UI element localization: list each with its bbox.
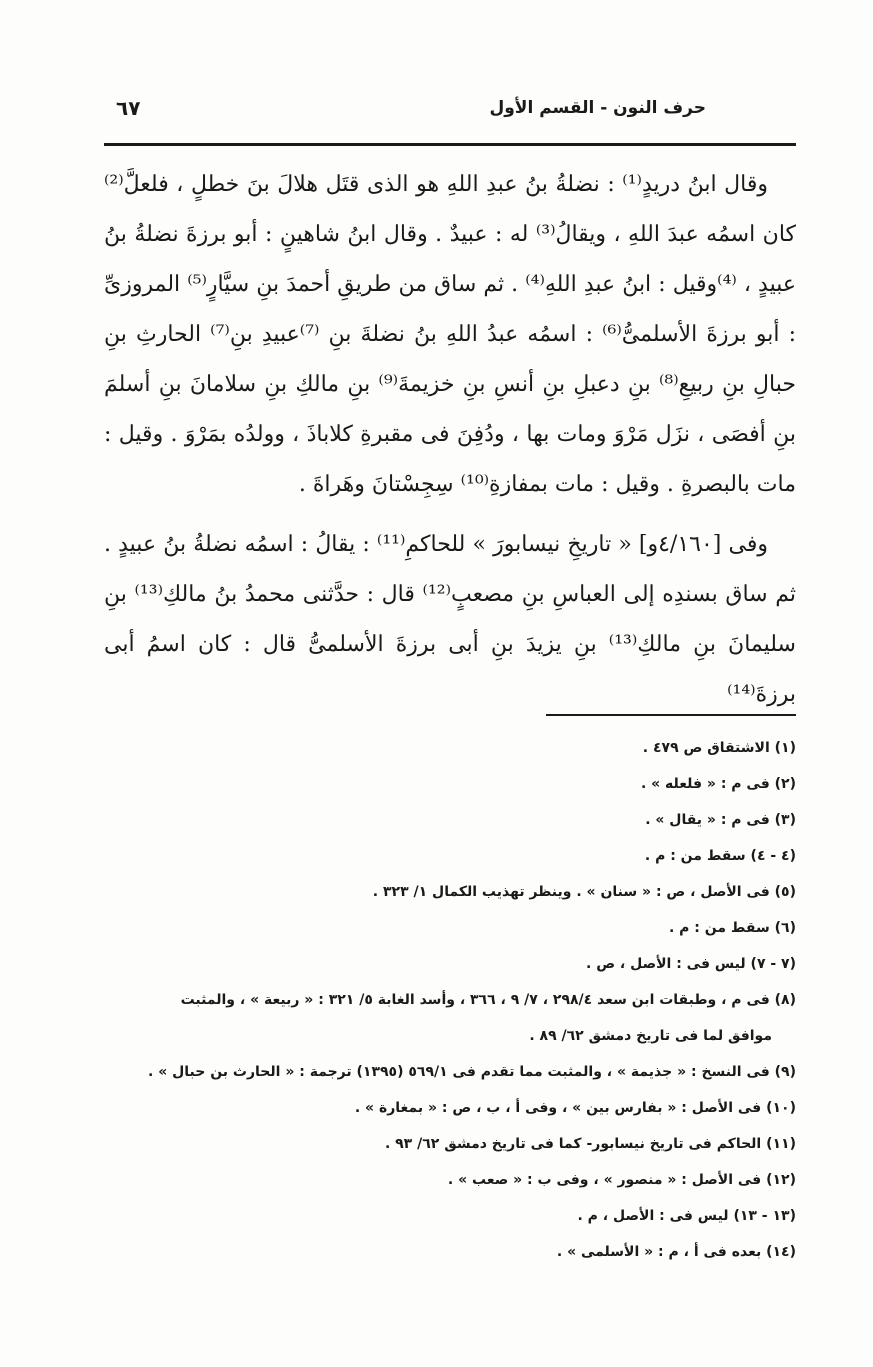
- header-rule: [104, 143, 796, 146]
- footnote: (٥) فى الأصل ، ص : « سنان » . وينظر تهذيب الكمال ١/ ٣٢٣ .: [372, 884, 796, 900]
- running-title: حرف النون - القسم الأول: [489, 98, 706, 118]
- footnote: (١٤) بعده فى أ ، م : « الأسلمى » .: [556, 1244, 796, 1260]
- footnote: (٣) فى م : « يقال » .: [645, 812, 796, 828]
- footnote: (٤ - ٤) سقط من : م .: [644, 848, 796, 864]
- footnote: (١٣ - ١٣) ليس فى : الأصل ، م .: [577, 1208, 796, 1224]
- main-text: [104, 160, 796, 720]
- footnote: (٩) فى النسخ : « جذيمة » ، والمثبت مما تقدم فى ٥٦٩/١ (١٣٩٥) ترجمة : « الحارث بن حبال » .: [148, 1064, 796, 1080]
- page-number: ٦٧: [116, 96, 141, 120]
- footnote-continuation: موافق لما فى تاريخ دمشق ٦٢/ ٨٩ .: [529, 1028, 772, 1044]
- paragraph: وقال ابنُ دريدٍ⁽¹⁾ : نضلةُ بنُ عبدِ اللهِ هو الذى قتَل هلالَ بنَ خطلٍ ، فلعلَّ⁽²⁾ كان اسمُه عبدَ اللهِ ، ويقالُ⁽³⁾ له : عبيدٌ . وقال ابنُ شاهينٍ : أبو برزةَ نضلةُ بنُ عبيدٍ ، ⁽⁴⁾وقيل : ابنُ عبدِ اللهِ⁽⁴⁾ . ثم ساق من طريقِ أحمدَ بنِ سيَّارٍ⁽⁵⁾ المروزىِّ : أبو برزةَ الأسلمىُّ⁽⁶⁾ : اسمُه عبدُ اللهِ بنُ نضلةَ بنِ ⁽⁷⁾عبيدِ بنِ⁽⁷⁾ الحارثِ بنِ حبالِ بنِ ربيعِ⁽⁸⁾ بنِ دعبلِ بنِ أنسِ بنِ خزيمةَ⁽⁹⁾ بنِ مالكِ بنِ سلامانَ بنِ أسلمَ بنِ أفصَى ، نزَل مَرْوَ ومات بها ، ودُفِنَ فى مقبرةِ كلاباذَ ، وولدُه بمَرْوَ . وقيل : مات بالبصرةِ . وقيل : مات بمفازةِ⁽¹⁰⁾ سِجِسْتانَ وهَراةَ .: [104, 172, 797, 497]
- footnote: (٨) فى م ، وطبقات ابن سعد ٢٩٨/٤ ، ٧/ ٩ ، ٣٦٦ ، وأسد الغابة ٥/ ٣٢١ : « ربيعة » ، والمثبت: [180, 992, 796, 1008]
- footnote: (٢) فى م : « فلعله » .: [640, 776, 796, 792]
- footnote-rule: [546, 714, 796, 716]
- footnotes: [104, 730, 796, 1270]
- footnote: (١) الاشتقاق ص ٤٧٩ .: [642, 740, 796, 756]
- footnote: (١٢) فى الأصل : « منصور » ، وفى ب : « صعب » .: [447, 1172, 796, 1188]
- footnote: (١١) الحاكم فى تاريخ نيسابور- كما فى تاريخ دمشق ٦٢/ ٩٣ .: [384, 1136, 796, 1152]
- footnote: (٦) سقط من : م .: [668, 920, 796, 936]
- paragraph: وفى [٤/١٦٠و] « تاريخِ نيسابورَ » للحاكمِ⁽¹¹⁾ : يقالُ : اسمُه نضلةُ بنُ عبيدٍ . ثم ساق بسندِه إلى العباسِ بنِ مصعبٍ⁽¹²⁾ قال : حدَّثنى محمدُ بنُ مالكِ⁽¹³⁾ بنِ سليمانَ بنِ مالكِ⁽¹³⁾ بنِ يزيدَ بنِ أبى برزةَ الأسلمىُّ قال : كان اسمُ أبى برزةَ⁽¹⁴⁾: [104, 532, 796, 707]
- footnote: (٧ - ٧) ليس فى : الأصل ، ص .: [586, 956, 796, 972]
- footnote: (١٠) فى الأصل : « بفارس بين » ، وفى أ ، ب ، ص : « بمغارة » .: [354, 1100, 796, 1116]
- page-header: [104, 92, 796, 132]
